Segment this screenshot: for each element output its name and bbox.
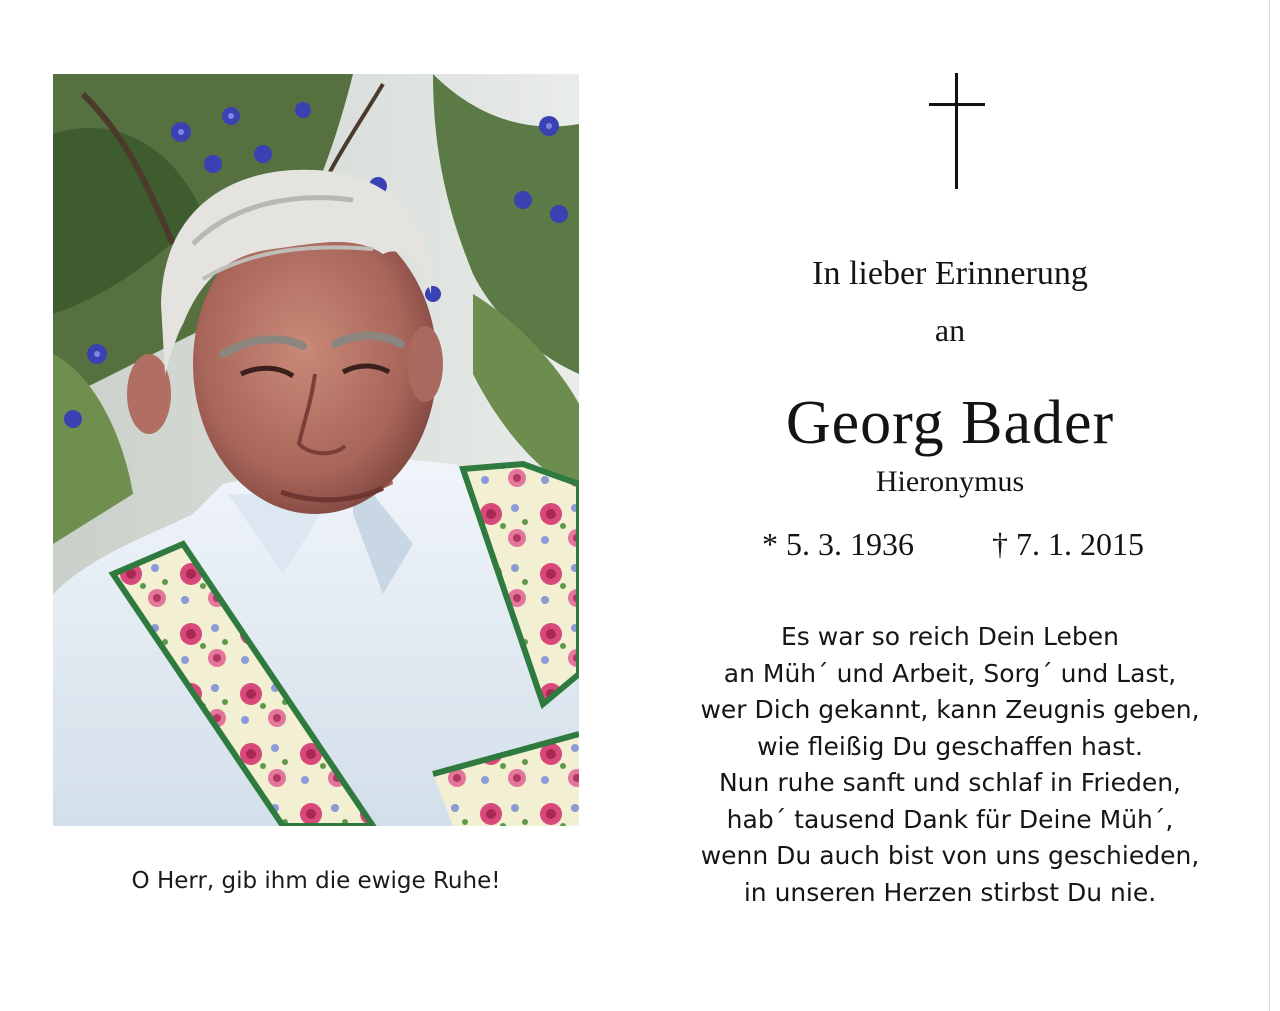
poem-line: Nun ruhe sanft und schlaf in Frieden,	[718, 768, 1181, 797]
deceased-nickname: Hieronymus	[875, 465, 1025, 498]
poem-line: in unseren Herzen stirbst Du nie.	[743, 877, 1157, 907]
card-edge	[1269, 0, 1270, 1011]
poem-line: hab´ tausend Dank für Deine Müh´,	[726, 804, 1174, 834]
poem-line: an Müh´ und Arbeit, Sorg´ und Last,	[723, 658, 1177, 688]
memorial-heading: In lieber Erinnerung	[812, 255, 1088, 292]
deceased-name: Georg Bader	[785, 389, 1115, 457]
life-dates	[680, 526, 1220, 566]
poem-line: wer Dich gekannt, kann Zeugnis geben,	[700, 695, 1200, 724]
poem-line: wie fleißig Du geschaffen hast.	[757, 731, 1143, 761]
portrait-photo	[53, 74, 579, 826]
memorial-preposition: an	[934, 312, 966, 348]
poem-line: wenn Du auch bist von uns geschieden,	[700, 841, 1200, 870]
death-date: † 7. 1. 2015	[992, 526, 1144, 562]
poem-line: Es war so reich Dein Leben	[781, 622, 1119, 651]
birth-date: * 5. 3. 1936	[762, 526, 914, 562]
cross-icon	[929, 73, 985, 189]
prayer-caption: O Herr, gib ihm die ewige Ruhe!	[131, 868, 501, 894]
memorial-poem	[660, 619, 1240, 911]
